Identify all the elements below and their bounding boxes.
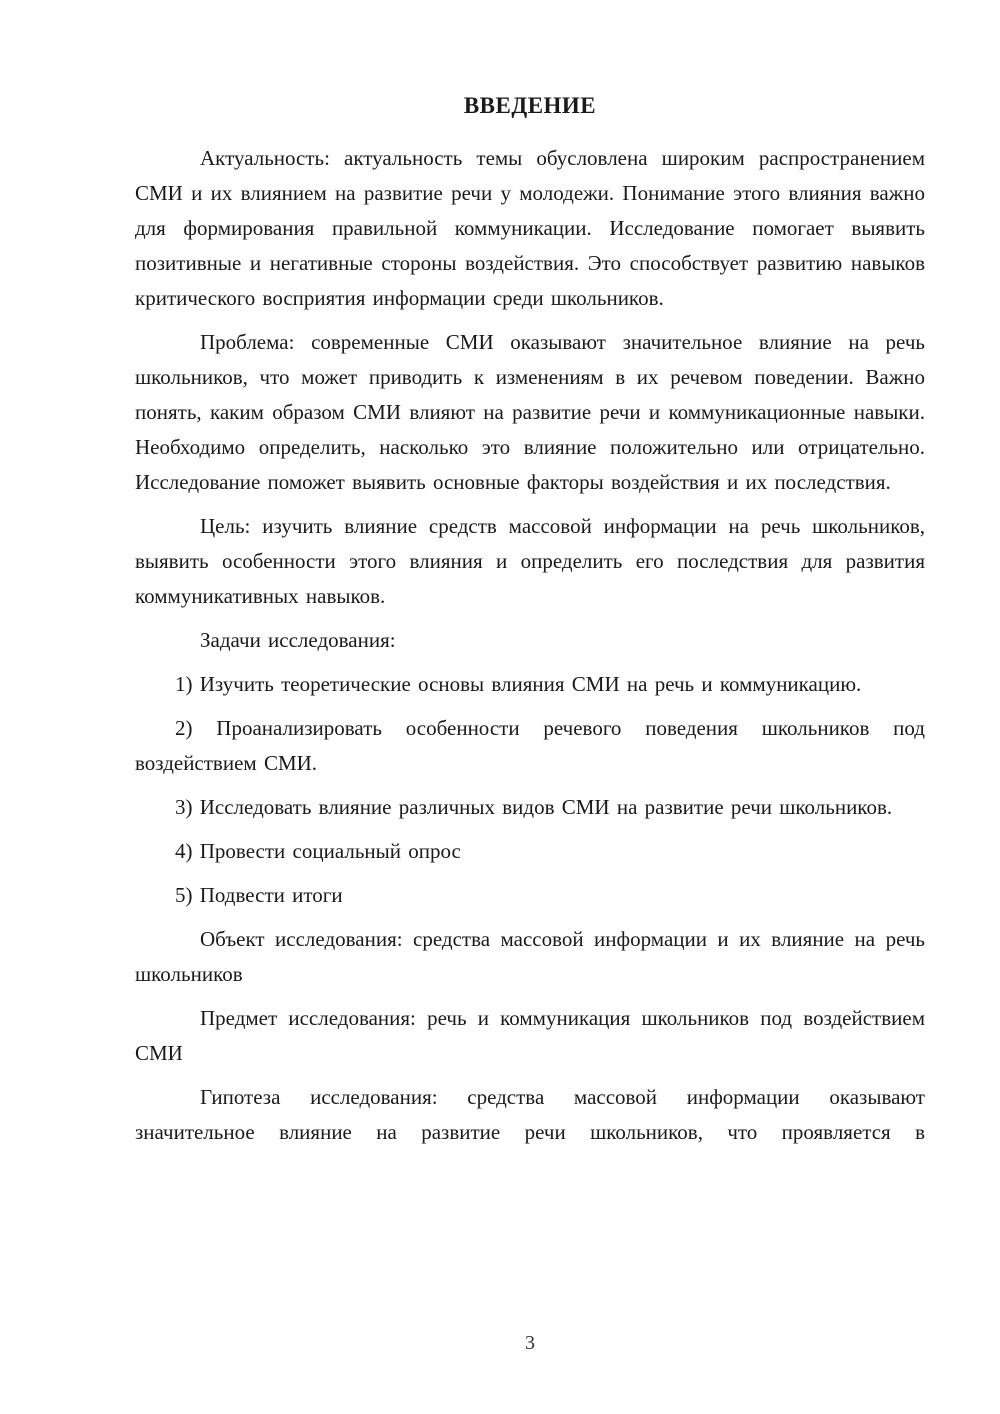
paragraph-aktualnost: Актуальность: актуальность темы обусловлена широким распространением СМИ и их влиянием на развитие речи у молодежи. Понимание этого влияния важно для формирования правильной коммуникации. Исследование помогает выявить позитивные и негативные стороны воздействия. Это способствует развитию навыков критического восприятия информации среди школьников. (135, 146, 925, 310)
numbered-item-2: 2) Проанализировать особенности речевого поведения школьников под воздействием СМИ. (135, 716, 925, 775)
paragraph-predmet: Предмет исследования: речь и коммуникация школьников под воздействием СМИ (135, 1006, 925, 1065)
document-page (135, 92, 925, 1159)
numbered-item-1: 1) Изучить теоретические основы влияния СМИ на речь и коммуникацию. (175, 672, 862, 696)
paragraph-gipoteza: Гипотеза исследования: средства массовой информации оказывают значительное влияние на развитие речи школьников, что проявляется в (135, 1085, 925, 1144)
paragraph-tsel: Цель: изучить влияние средств массовой информации на речь школьников, выявить особенности этого влияния и определить его последствия для развития коммуникативных навыков. (135, 514, 925, 608)
paragraph-zadachi-heading: Задачи исследования: (200, 628, 396, 652)
numbered-item-3: 3) Исследовать влияние различных видов СМИ на развитие речи школьников. (175, 795, 893, 819)
document-title: ВВЕДЕНИЕ (463, 93, 597, 118)
numbered-item-4: 4) Провести социальный опрос (175, 839, 461, 863)
paragraph-obekt: Объект исследования: средства массовой информации и их влияние на речь школьников (135, 927, 925, 986)
page-number: 3 (525, 1332, 535, 1354)
numbered-item-5: 5) Подвести итоги (175, 883, 343, 907)
paragraph-problema: Проблема: современные СМИ оказывают значительное влияние на речь школьников, что может приводить к изменениям в их речевом поведении. Важно понять, каким образом СМИ влияют на развитие речи и коммуникационные навыки. Необходимо определить, насколько это влияние положительно или отрицательно. Исследование поможет выявить основные факторы воздействия и их последствия. (135, 330, 925, 494)
